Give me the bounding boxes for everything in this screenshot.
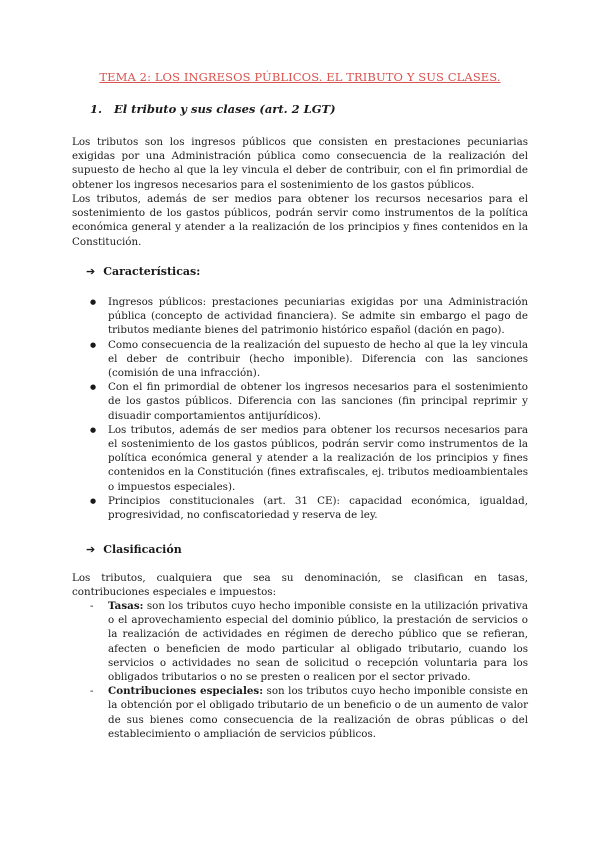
list-item: ● Los tributos, además de ser medios para obtener los recursos necesarios para el sostenimiento de los gastos públicos, podrán servir como instrumentos de la política económica general y atender a la realización de los principios y fines contenidos en la Constitución (fines extrafiscales, ej. tributos medioambientales o impuestos especiales). (92, 423, 528, 494)
characteristics-heading (86, 265, 200, 278)
section-number: 1. (90, 102, 103, 116)
term-label: Tasas: (108, 600, 144, 612)
intro-paragraph-1: Los tributos son los ingresos públicos que consisten en prestaciones pecuniarias exigidas por una Administración pública como consecuencia de la realización del supuesto de hecho al que la ley vincula el deber de contribuir, con el fin primordial de obtener los ingresos necesarios para el sostenimiento de los gastos públicos. (72, 136, 528, 191)
section-title: El tributo y sus clases (art. 2 LGT) (114, 102, 336, 116)
classification-intro: Los tributos, cualquiera que sea su denominación, se clasifican en tasas, contribuciones especiales e impuestos: (72, 572, 528, 599)
list-item (92, 599, 528, 684)
classification-list (92, 599, 528, 741)
term-definition: son los tributos cuyo hecho imponible consiste en la utilización privativa o el aprovechamiento especial del dominio público, la prestación de servicios o la realización de actividades en régimen de derecho público que se refieran, afecten o beneficien de modo particular al obligado tributario, cuando los servicios o actividades no sean de solicitud o recepción voluntaria para los obligados tributarios o no se presten o realicen por el sector privado. (108, 600, 528, 684)
classification-heading (86, 543, 182, 556)
term-label: Contribuciones especiales: (108, 685, 264, 698)
arrow-right-icon: ➔ (86, 265, 96, 278)
list-item: ● Principios constitucionales (art. 31 CE): capacidad económica, igualdad, progresividad, no confiscatoriedad y reserva de ley. (92, 494, 528, 522)
section-heading (90, 102, 336, 116)
list-item: ● Ingresos públicos: prestaciones pecuniarias exigidas por una Administración pública (concepto de actividad financiera). Se admite sin embargo el pago de tributos mediante bienes del patrimonio histórico español (dación en pago). (92, 295, 528, 338)
intro-paragraph-2: Los tributos, además de ser medios para obtener los recursos necesarios para el sostenimiento de los gastos públicos, podrán servir como instrumentos de la política económica general y atender a la realización de los principios y fines contenidos en la Constitución. (72, 193, 528, 248)
arrow-right-icon: ➔ (86, 543, 96, 556)
classification-heading-label: Clasificación (103, 543, 182, 556)
page-title: TEMA 2: LOS INGRESOS PÚBLICOS. EL TRIBUTO Y SUS CLASES. (99, 70, 501, 84)
list-item: ● Con el fin primordial de obtener los ingresos necesarios para el sostenimiento de los gastos públicos. Diferencia con las sanciones (fin principal reprimir y disuadir comportamientos antijurídicos). (92, 380, 528, 423)
characteristics-heading-label: Características: (103, 265, 201, 278)
list-item: ● Como consecuencia de la realización del supuesto de hecho al que la ley vincula el deber de contribuir (hecho imponible). Diferencia con las sanciones (comisión de una infracción). (92, 338, 528, 381)
characteristics-list (92, 295, 528, 522)
list-item (92, 684, 528, 741)
term-definition: son los tributos cuyo hecho imponible consiste en la obtención por el obligado tributario de un beneficio o de un aumento de valor de sus bienes como consecuencia de la realización de obras públicas o del establecimiento o ampliación de servicios públicos. (108, 685, 529, 740)
